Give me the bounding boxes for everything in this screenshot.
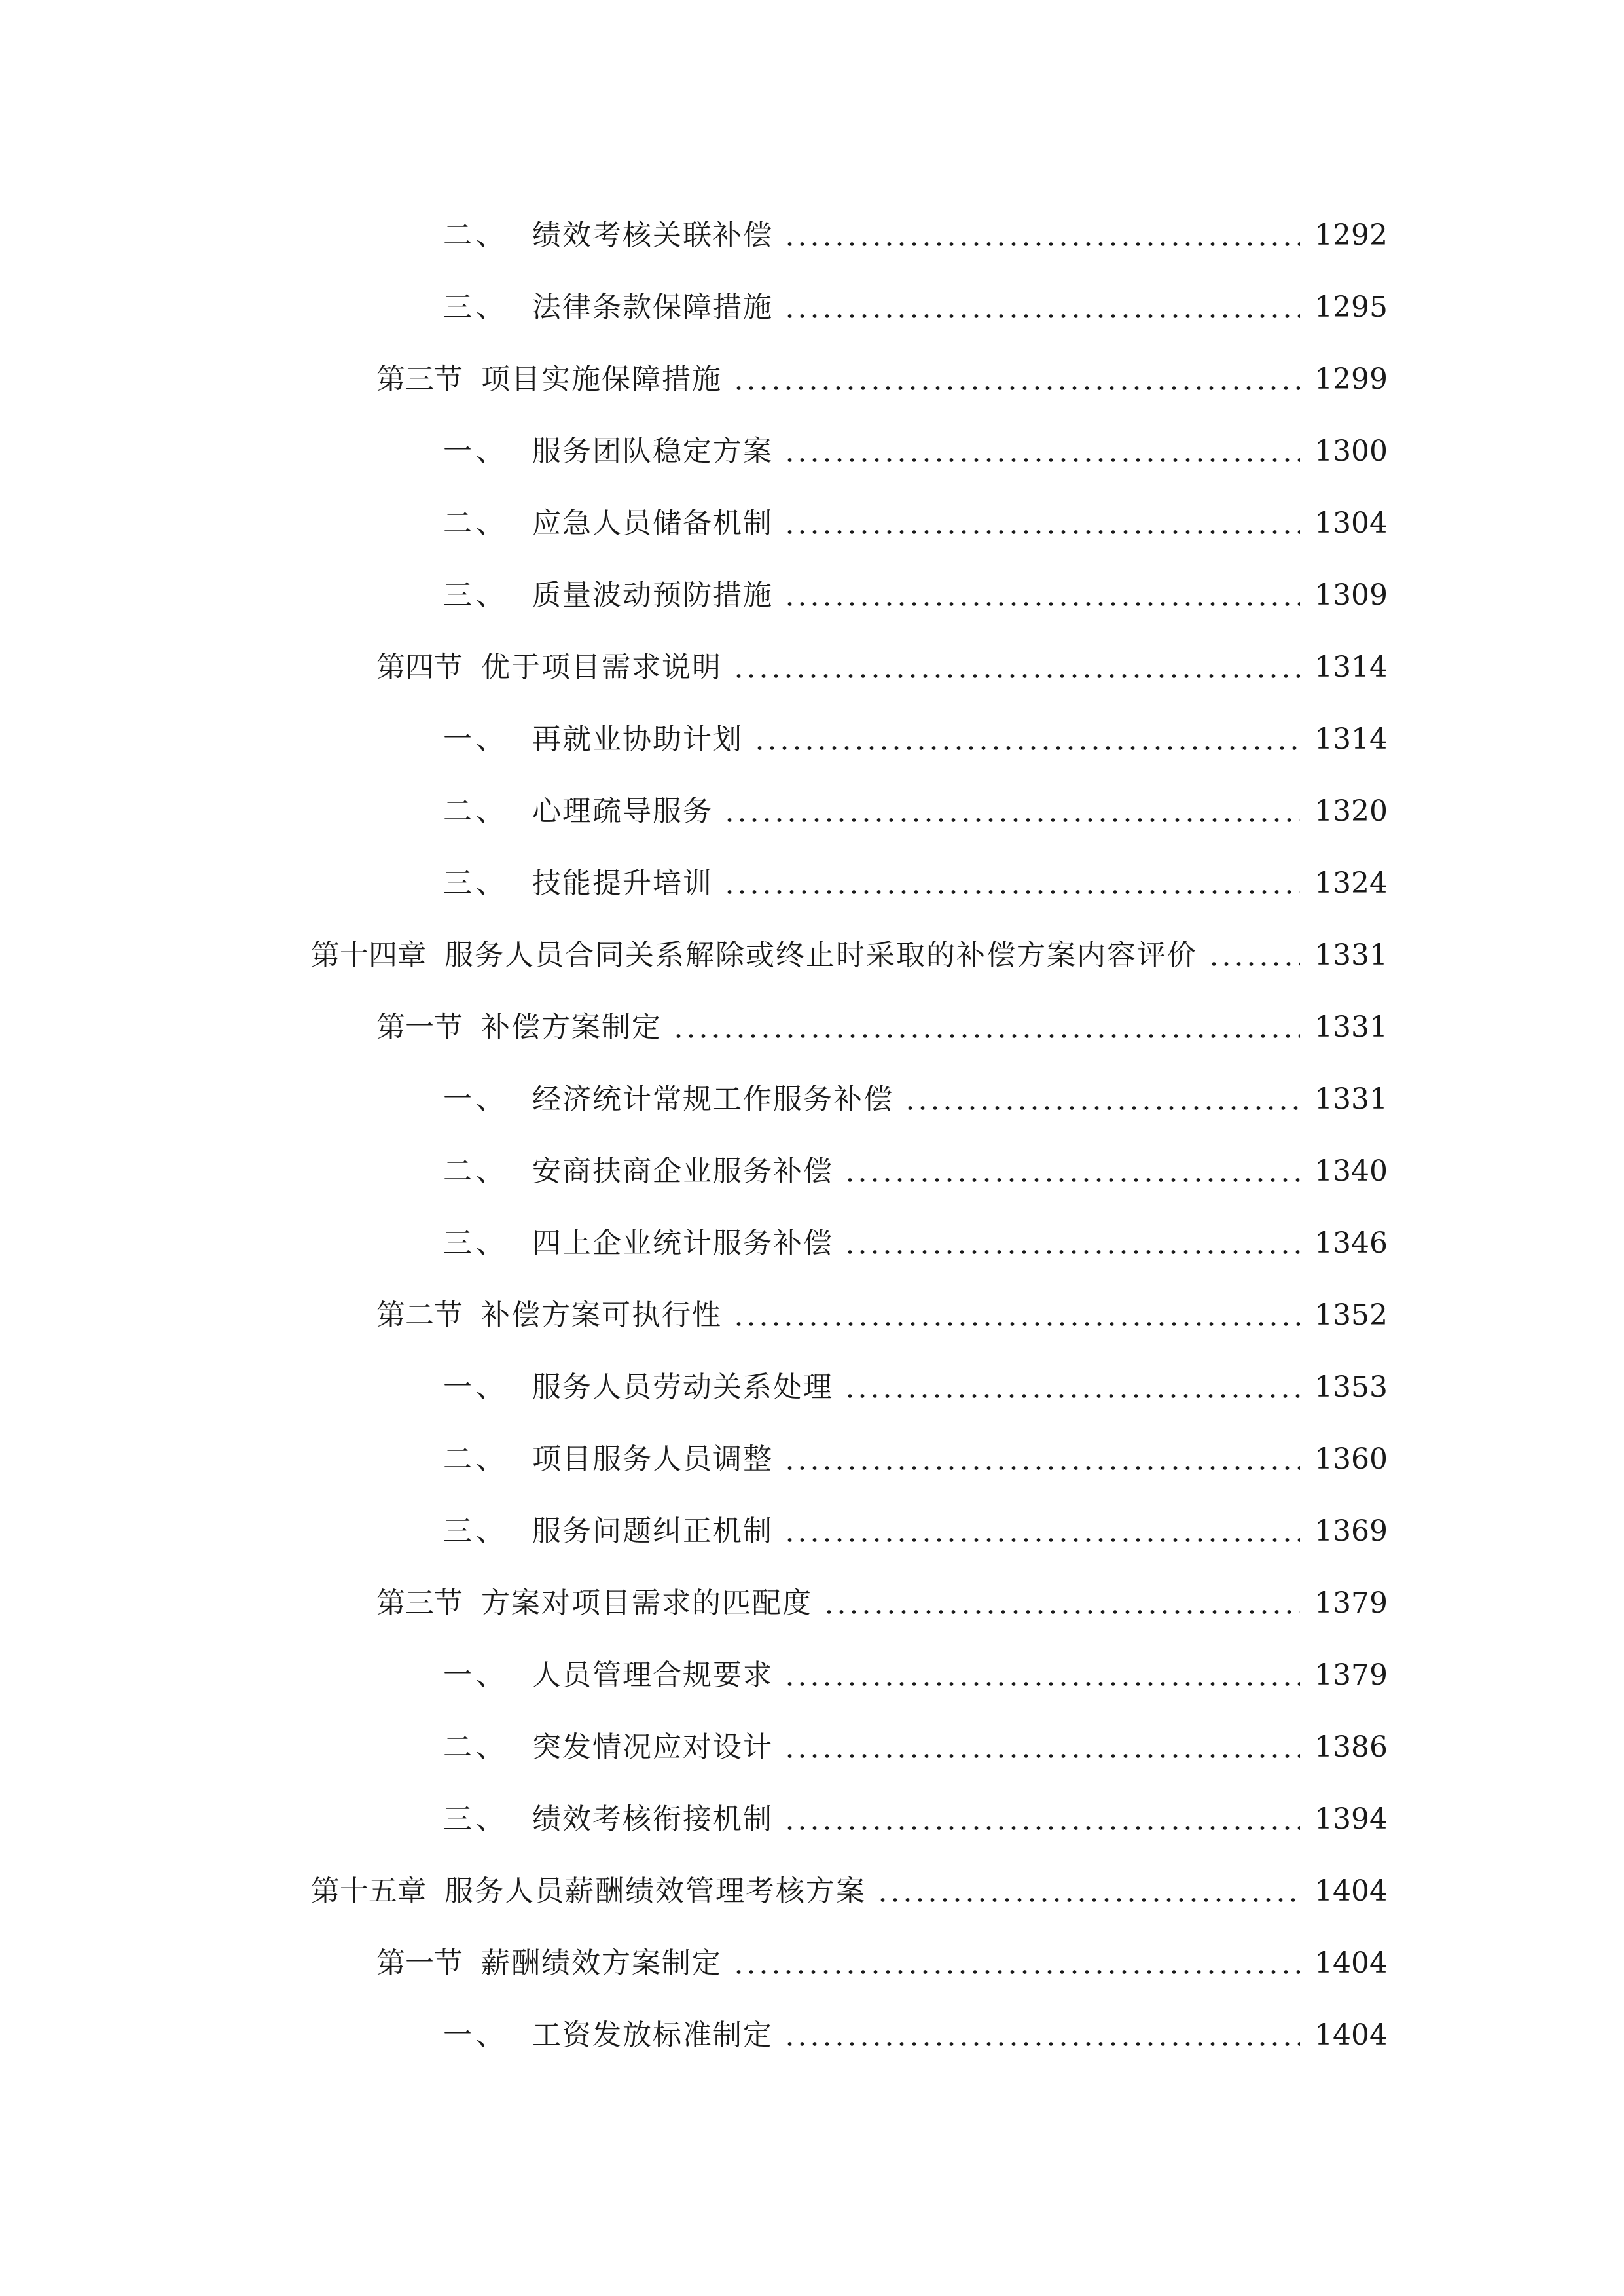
toc-entry-item[interactable] xyxy=(0,1136,1624,1208)
toc-entry-page-number: 1292 xyxy=(1314,219,1388,252)
toc-entry-section[interactable] xyxy=(0,1280,1624,1352)
toc-entry-page-number: 1340 xyxy=(1314,1155,1388,1188)
toc-entry-item[interactable] xyxy=(0,1712,1624,1784)
toc-entry-item[interactable] xyxy=(0,1496,1624,1568)
toc-entry-section[interactable] xyxy=(0,1568,1624,1640)
dot-leader xyxy=(732,653,1300,682)
dot-leader xyxy=(784,1517,1300,1546)
toc-entry-number: 三、 xyxy=(443,1803,509,1836)
toc-entry-item[interactable] xyxy=(0,488,1624,560)
toc-entry-item[interactable] xyxy=(0,776,1624,848)
toc-entry-title: 优于项目需求说明 xyxy=(481,651,722,684)
toc-entry-number: 一、 xyxy=(443,2018,509,2052)
toc-entry-number: 二、 xyxy=(443,507,509,540)
dot-leader xyxy=(732,1949,1300,1978)
dot-leader xyxy=(784,509,1300,538)
toc-entry-page-number: 1379 xyxy=(1314,1587,1388,1620)
toc-entry-page-number: 1309 xyxy=(1314,579,1388,612)
toc-entry-item[interactable] xyxy=(0,200,1624,272)
toc-entry-number: 第十五章 xyxy=(311,1874,426,1908)
toc-entry-number: 二、 xyxy=(443,1155,509,1188)
toc-entry-number: 二、 xyxy=(443,1731,509,1764)
toc-entry-title: 人员管理合规要求 xyxy=(532,1659,773,1692)
toc-entry-page-number: 1404 xyxy=(1314,1874,1388,1908)
toc-entry-number: 三、 xyxy=(443,291,509,324)
toc-entry-title: 方案对项目需求的匹配度 xyxy=(481,1587,812,1620)
toc-entry-page-number: 1331 xyxy=(1314,939,1388,972)
toc-entry-number: 第三节 xyxy=(376,363,463,396)
toc-entry-title: 服务人员劳动关系处理 xyxy=(532,1371,833,1404)
toc-entry-number: 一、 xyxy=(443,723,509,756)
dot-leader xyxy=(784,1805,1300,1834)
toc-entry-chapter[interactable] xyxy=(0,1856,1624,1928)
dot-leader xyxy=(784,581,1300,610)
toc-entry-number: 第四节 xyxy=(376,651,463,684)
dot-leader xyxy=(672,1013,1300,1042)
dot-leader xyxy=(844,1157,1300,1186)
dot-leader xyxy=(784,1733,1300,1762)
toc-entry-item[interactable] xyxy=(0,1640,1624,1712)
toc-entry-title: 服务人员薪酬绩效管理考核方案 xyxy=(444,1874,866,1908)
dot-leader xyxy=(1208,941,1300,970)
toc-entry-item[interactable] xyxy=(0,1424,1624,1496)
toc-entry-item[interactable] xyxy=(0,848,1624,920)
toc-entry-page-number: 1404 xyxy=(1314,2018,1388,2052)
toc-entry-title: 突发情况应对设计 xyxy=(532,1731,773,1764)
toc-entry-page-number: 1314 xyxy=(1314,723,1388,756)
dot-leader xyxy=(723,797,1300,826)
dot-leader xyxy=(904,1085,1300,1114)
toc-entry-chapter[interactable] xyxy=(0,920,1624,992)
toc-entry-page-number: 1369 xyxy=(1314,1515,1388,1548)
toc-entry-page-number: 1331 xyxy=(1314,1011,1388,1044)
toc-entry-page-number: 1314 xyxy=(1314,651,1388,684)
toc-entry-title: 项目服务人员调整 xyxy=(532,1443,773,1476)
toc-entry-page-number: 1360 xyxy=(1314,1443,1388,1476)
toc-entry-number: 一、 xyxy=(443,1083,509,1116)
dot-leader xyxy=(784,221,1300,250)
dot-leader xyxy=(753,725,1300,754)
toc-entry-page-number: 1379 xyxy=(1314,1659,1388,1692)
toc-entry-page-number: 1320 xyxy=(1314,795,1388,828)
toc-entry-page-number: 1394 xyxy=(1314,1803,1388,1836)
toc-entry-item[interactable] xyxy=(0,1064,1624,1136)
toc-entry-item[interactable] xyxy=(0,416,1624,488)
toc-entry-item[interactable] xyxy=(0,704,1624,776)
toc-entry-title: 应急人员储备机制 xyxy=(532,507,773,540)
toc-entry-item[interactable] xyxy=(0,1208,1624,1280)
dot-leader xyxy=(732,1301,1300,1330)
dot-leader xyxy=(732,365,1300,394)
toc-entry-item[interactable] xyxy=(0,1352,1624,1424)
toc-entry-number: 三、 xyxy=(443,1227,509,1260)
toc-entry-item[interactable] xyxy=(0,560,1624,632)
toc-entry-number: 二、 xyxy=(443,1443,509,1476)
toc-entry-page-number: 1346 xyxy=(1314,1227,1388,1260)
toc-entry-number: 二、 xyxy=(443,219,509,252)
toc-entry-number: 二、 xyxy=(443,795,509,828)
toc-entry-section[interactable] xyxy=(0,632,1624,704)
dot-leader xyxy=(784,293,1300,322)
toc-entry-title: 再就业协助计划 xyxy=(532,723,743,756)
toc-entry-title: 工资发放标准制定 xyxy=(532,2018,773,2052)
toc-entry-title: 四上企业统计服务补偿 xyxy=(532,1227,833,1260)
toc-entry-number: 三、 xyxy=(443,579,509,612)
dot-leader xyxy=(784,1661,1300,1690)
toc-entry-title: 法律条款保障措施 xyxy=(532,291,773,324)
table-of-contents xyxy=(0,200,1624,2072)
dot-leader xyxy=(844,1373,1300,1402)
toc-entry-section[interactable] xyxy=(0,992,1624,1064)
toc-entry-title: 心理疏导服务 xyxy=(532,795,713,828)
toc-entry-number: 一、 xyxy=(443,1659,509,1692)
toc-entry-page-number: 1353 xyxy=(1314,1371,1388,1404)
dot-leader xyxy=(823,1589,1300,1618)
dot-leader xyxy=(784,2021,1300,2050)
toc-entry-title: 安商扶商企业服务补偿 xyxy=(532,1155,833,1188)
toc-entry-number: 第二节 xyxy=(376,1299,463,1332)
toc-entry-number: 三、 xyxy=(443,1515,509,1548)
toc-entry-title: 补偿方案可执行性 xyxy=(481,1299,722,1332)
toc-entry-title: 项目实施保障措施 xyxy=(481,363,722,396)
toc-entry-number: 第一节 xyxy=(376,1946,463,1980)
toc-entry-number: 第三节 xyxy=(376,1587,463,1620)
toc-entry-number: 一、 xyxy=(443,435,509,468)
toc-entry-title: 经济统计常规工作服务补偿 xyxy=(532,1083,893,1116)
dot-leader xyxy=(784,437,1300,466)
dot-leader xyxy=(844,1229,1300,1258)
dot-leader xyxy=(784,1445,1300,1474)
dot-leader xyxy=(723,869,1300,898)
toc-entry-item[interactable] xyxy=(0,272,1624,344)
toc-entry-title: 薪酬绩效方案制定 xyxy=(481,1946,722,1980)
toc-entry-item[interactable] xyxy=(0,2000,1624,2072)
toc-entry-title: 质量波动预防措施 xyxy=(532,579,773,612)
toc-entry-title: 服务人员合同关系解除或终止时采取的补偿方案内容评价 xyxy=(444,939,1197,972)
toc-entry-section[interactable] xyxy=(0,344,1624,416)
toc-entry-number: 三、 xyxy=(443,867,509,900)
toc-entry-page-number: 1324 xyxy=(1314,867,1388,900)
toc-entry-item[interactable] xyxy=(0,1784,1624,1856)
toc-entry-page-number: 1404 xyxy=(1314,1946,1388,1980)
toc-entry-page-number: 1304 xyxy=(1314,507,1388,540)
toc-entry-page-number: 1386 xyxy=(1314,1731,1388,1764)
toc-entry-title: 绩效考核关联补偿 xyxy=(532,219,773,252)
toc-entry-title: 补偿方案制定 xyxy=(481,1011,662,1044)
toc-entry-title: 绩效考核衔接机制 xyxy=(532,1803,773,1836)
toc-entry-section[interactable] xyxy=(0,1928,1624,2000)
toc-entry-number: 第一节 xyxy=(376,1011,463,1044)
toc-entry-page-number: 1300 xyxy=(1314,435,1388,468)
toc-entry-number: 第十四章 xyxy=(311,939,426,972)
toc-entry-title: 服务问题纠正机制 xyxy=(532,1515,773,1548)
toc-entry-title: 服务团队稳定方案 xyxy=(532,435,773,468)
toc-entry-page-number: 1295 xyxy=(1314,291,1388,324)
toc-entry-title: 技能提升培训 xyxy=(532,867,713,900)
toc-entry-number: 一、 xyxy=(443,1371,509,1404)
toc-entry-page-number: 1331 xyxy=(1314,1083,1388,1116)
dot-leader xyxy=(876,1877,1300,1906)
toc-entry-page-number: 1352 xyxy=(1314,1299,1388,1332)
toc-entry-page-number: 1299 xyxy=(1314,363,1388,396)
